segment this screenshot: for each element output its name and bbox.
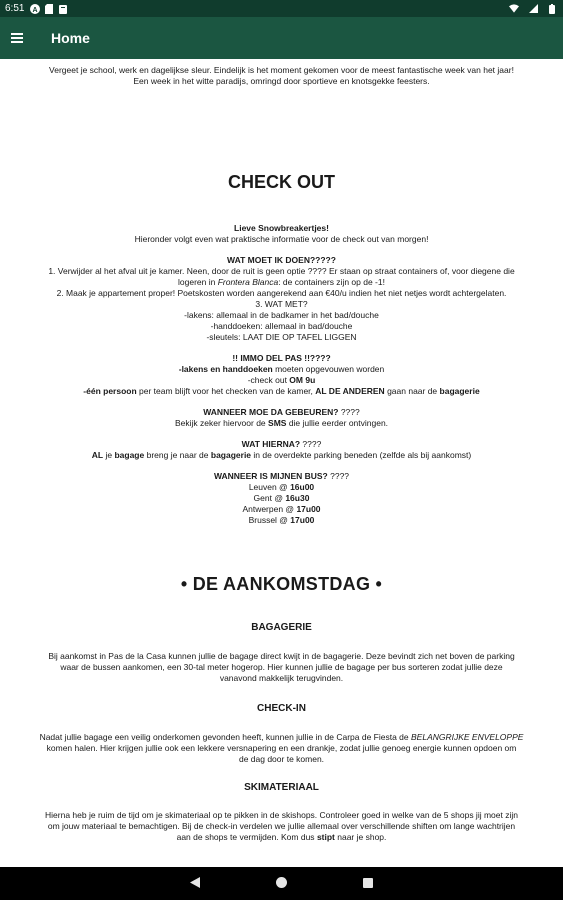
bus-time-row <box>0 515 563 526</box>
section-title: BAGAGERIE <box>251 622 312 633</box>
question-heading-line <box>0 439 563 450</box>
text-bold: AL <box>91 450 104 460</box>
text-span: -check out <box>247 375 290 385</box>
text-span: gaan naar de <box>384 386 440 396</box>
bus-time: 17u00 <box>296 504 321 514</box>
instruction-line: -handdoeken: allemaal in bad/douche <box>210 321 353 331</box>
text-span: breng je naar de <box>144 450 211 460</box>
text-bold: bagagerie <box>439 386 480 396</box>
instruction-line: 2. Maak je appartement proper! Poetskosten worden aangerekend aan €40/u indien het niet netjes wordt achtergelaten. <box>56 288 507 298</box>
question-heading: WAT MOET IK DOEN????? <box>227 255 336 265</box>
battery-icon <box>547 4 557 14</box>
paragraph-line: Hierna heb je ruim de tijd om je skimateriaal op te pikken in de skishops. Controleer goed in welke van de 5 shops jij moet zijn <box>45 810 518 820</box>
instruction-line <box>0 418 563 429</box>
instruction-line: -sleutels: LAAT DIE OP TAFEL LIGGEN <box>206 332 357 342</box>
app-notification-letter: A <box>32 6 38 14</box>
question-heading-line <box>0 407 563 418</box>
navigation-bar <box>0 867 563 900</box>
recents-square-icon <box>363 878 373 888</box>
bus-time: 17u00 <box>290 515 315 525</box>
menu-button[interactable] <box>0 17 34 59</box>
greeting-sub: Hieronder volgt even wat praktische informatie voor de check out van morgen! <box>134 234 429 244</box>
sim-card-icon <box>44 4 54 14</box>
bus-city: Antwerpen @ <box>242 504 297 514</box>
text-span: die jullie eerder ontvingen. <box>286 418 389 428</box>
question-heading: WANNEER MOE DA GEBEUREN? <box>203 407 339 417</box>
text-italic: BELANGRIJKE ENVELOPPE <box>411 732 524 742</box>
text-bold: -lakens en handdoeken <box>178 364 273 374</box>
storage-icon <box>58 4 68 14</box>
signal-icon <box>528 4 538 14</box>
paragraph-line <box>12 732 551 743</box>
bus-time: 16u00 <box>290 482 315 492</box>
text-span: in de overdekte parking beneden (zelfde als bij aankomst) <box>251 450 472 460</box>
text-bold: OM 9u <box>289 375 316 385</box>
text-span: ???? <box>338 407 360 417</box>
text-bold: stipt <box>316 832 335 842</box>
instruction-line: 3. WAT MET? <box>255 299 308 309</box>
text-span: Bekijk zeker hiervoor de <box>174 418 269 428</box>
status-time: 6:51 <box>5 3 25 14</box>
paragraph <box>0 810 563 843</box>
back-triangle-icon <box>190 877 200 888</box>
text-span: je <box>103 450 115 460</box>
section-bus-times <box>0 471 563 526</box>
section-wat-moet-ik-doen <box>0 255 563 343</box>
bus-time-row <box>0 504 563 515</box>
intro-line-1: Vergeet je school, werk en dagelijkse sleur. Eindelijk is het moment gekomen voor de meest fantastische week van het jaar! <box>49 65 514 75</box>
section-immo-del-pas <box>0 353 563 397</box>
bus-city: Brussel @ <box>248 515 291 525</box>
paragraph-line: Bij aankomst in Pas de la Casa kunnen jullie de bagage direct kwijt in de bagagerie. Deze bevindt zich net boven de parking <box>48 651 515 661</box>
wifi-icon <box>509 4 519 14</box>
instruction-line: 1. Verwijder al het afval uit je kamer. Neen, door de ruit is geen optie ???? Er staan op straat containers of, voor diegene die <box>48 266 515 276</box>
text-bold: -één persoon <box>83 386 137 396</box>
back-button[interactable] <box>190 875 200 893</box>
status-bar <box>0 0 563 17</box>
section-wat-hierna <box>0 439 563 461</box>
instruction-line: -lakens: allemaal in de badkamer in het bad/douche <box>184 310 379 320</box>
text-bold: AL DE ANDEREN <box>315 386 385 396</box>
section-check-in <box>0 703 563 765</box>
section-bagagerie <box>0 622 563 684</box>
text-bold: bagagerie <box>210 450 252 460</box>
hamburger-menu-icon <box>11 33 23 43</box>
text-span: ???? <box>327 471 350 481</box>
question-heading: WANNEER IS MIJNEN BUS? <box>213 471 328 481</box>
bus-time: 16u30 <box>285 493 310 503</box>
bus-city: Leuven @ <box>248 482 291 492</box>
section-title: SKIMATERIAAL <box>244 782 319 793</box>
text-bold: bagage <box>114 450 145 460</box>
text-span: per team blijft voor het checken van de kamer, <box>136 386 316 396</box>
recents-button[interactable] <box>363 875 373 893</box>
checkout-heading: CHECK OUT <box>228 172 335 192</box>
residence-name: Frontera Blanca <box>217 277 279 287</box>
paragraph <box>0 651 563 684</box>
paragraph-line <box>12 832 551 843</box>
instruction-line <box>0 450 563 461</box>
bus-time-row <box>0 482 563 493</box>
section-wanneer-gebeuren <box>0 407 563 429</box>
intro-text <box>0 65 563 87</box>
app-notification-icon <box>30 4 40 14</box>
paragraph <box>0 732 563 765</box>
home-button[interactable] <box>276 875 287 893</box>
question-heading-line <box>0 471 563 482</box>
paragraph-line: waar de bussen aankomen, een 30-tal meter hogerop. Hier kunnen jullie de bagage per bus sorteren zodat jullie deze <box>60 662 503 672</box>
app-bar <box>0 17 563 59</box>
instruction-line <box>0 386 563 397</box>
paragraph-line: om jouw materiaal te bemachtigen. Bij de check-in verdelen we jullie allemaal over verschillende shiften om lange wachtrijen <box>47 821 516 831</box>
text-span: moeten opgevouwen worden <box>272 364 385 374</box>
bus-time-row <box>0 493 563 504</box>
text-span: Nadat jullie bagage een veilig onderkomen gevonden heeft, kunnen jullie in de Carpa de Fiesta de <box>39 732 411 742</box>
section-skimateriaal <box>0 782 563 843</box>
paragraph-line: vanavond makkelijk terugvinden. <box>219 673 344 683</box>
text-span: aan de shops te vermijden. Kom dus <box>176 832 317 842</box>
main-content[interactable] <box>0 59 563 867</box>
instruction-line <box>0 375 563 386</box>
bus-city: Gent @ <box>253 493 286 503</box>
text-span: logeren in <box>178 277 218 287</box>
home-circle-icon <box>276 877 287 888</box>
question-heading: !! IMMO DEL PAS !!???? <box>232 353 331 363</box>
checkout-intro <box>0 223 563 245</box>
paragraph-line: de dag door te komen. <box>238 754 325 764</box>
instruction-line <box>0 364 563 375</box>
question-heading: WAT HIERNA? <box>241 439 301 449</box>
text-bold: SMS <box>268 418 287 428</box>
text-span: : de containers zijn op de -1! <box>278 277 385 287</box>
page-title: Home <box>51 30 90 46</box>
intro-line-2: Een week in het witte paradijs, omringd door sportieve en knotsgekke feesters. <box>133 76 430 86</box>
arrival-heading: • DE AANKOMSTDAG • <box>180 574 383 594</box>
text-span: ???? <box>300 439 322 449</box>
instruction-line <box>0 277 563 288</box>
paragraph-line: komen halen. Hier krijgen jullie ook een lekkere versnapering en een drankje, zodat jullie genoeg energie kunnen opdoen om <box>46 743 517 753</box>
greeting: Lieve Snowbreakertjes! <box>234 223 329 233</box>
text-span: naar je shop. <box>334 832 387 842</box>
section-title: CHECK-IN <box>257 703 306 714</box>
